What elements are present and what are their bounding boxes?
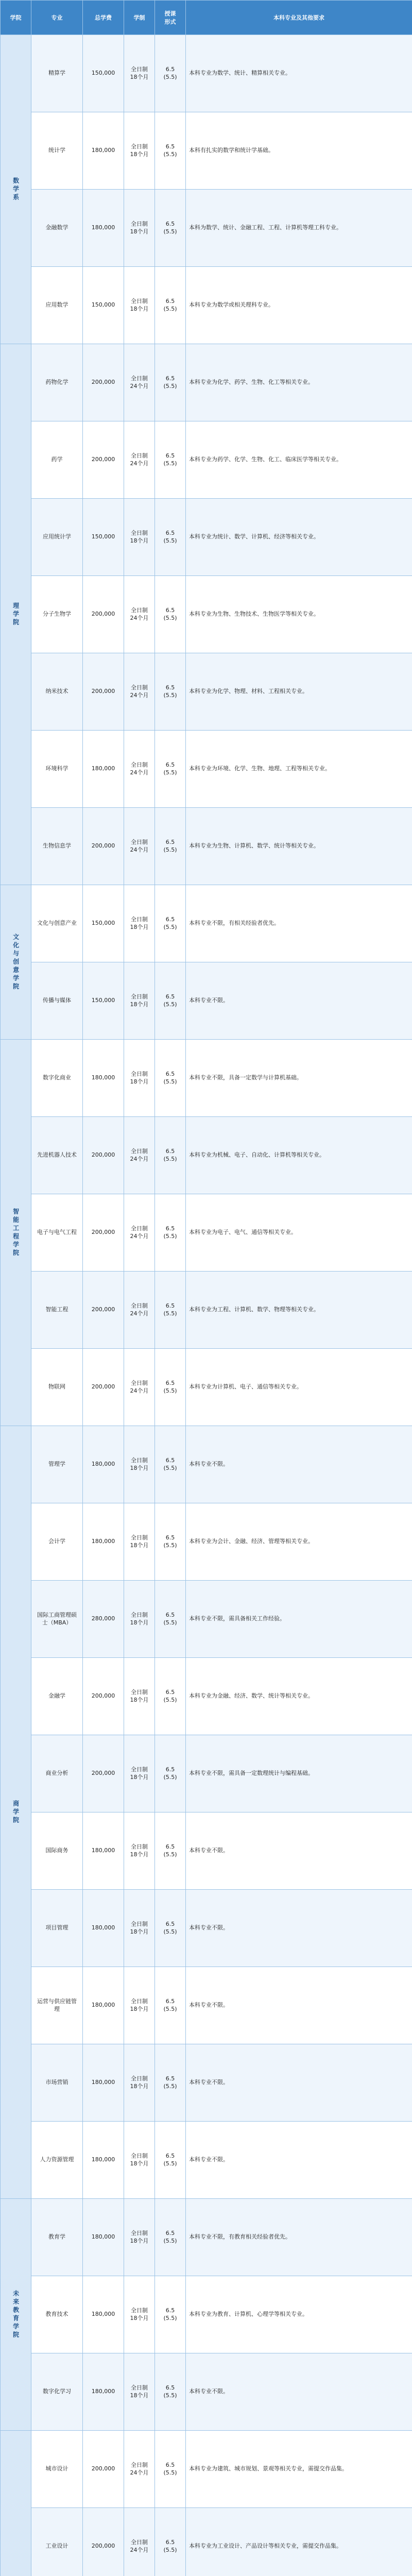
major-cell: 环境科学 xyxy=(31,731,83,808)
mode-cell: 全日制 18个月 xyxy=(124,112,155,190)
major-cell: 智能工程 xyxy=(31,1272,83,1349)
table-row xyxy=(1,1581,412,1658)
mode-cell: 全日制 18个月 xyxy=(124,1040,155,1117)
requirements-cell: 本科专业为会计、金融、经济、管理等相关专业。 xyxy=(186,1503,412,1581)
header-requirements: 本科专业及其他要求 xyxy=(186,1,412,35)
fee-cell: 180,000 xyxy=(83,1426,124,1503)
requirements-cell: 本科专业不限，有相关经验者优先。 xyxy=(186,885,412,962)
mode-cell: 全日制 18个月 xyxy=(124,2276,155,2353)
length-cell: 6.5 (5.5) xyxy=(155,576,186,653)
table-header-row xyxy=(1,1,412,35)
requirements-cell: 本科专业不限。 xyxy=(186,1890,412,1967)
school-cell: 未来教育学院 xyxy=(1,2199,31,2431)
mode-cell: 全日制 24个月 xyxy=(124,421,155,499)
length-cell: 6.5 (5.5) xyxy=(155,1890,186,1967)
length-cell: 6.5 (5.5) xyxy=(155,1426,186,1503)
mode-cell: 全日制 24个月 xyxy=(124,1117,155,1194)
mode-cell: 全日制 24个月 xyxy=(124,2431,155,2508)
table-row xyxy=(1,35,412,112)
mode-cell: 全日制 18个月 xyxy=(124,1967,155,2044)
major-cell: 项目管理 xyxy=(31,1890,83,1967)
major-cell: 工业设计 xyxy=(31,2508,83,2576)
length-cell: 6.5 (5.5) xyxy=(155,1735,186,1812)
major-cell: 运营与供应链管理 xyxy=(31,1967,83,2044)
header-fee: 总学费 xyxy=(83,1,124,35)
fee-cell: 150,000 xyxy=(83,35,124,112)
length-cell: 6.5 (5.5) xyxy=(155,2353,186,2431)
length-cell: 6.5 (5.5) xyxy=(155,2199,186,2276)
requirements-cell: 本科专业为计算机、电子、通信等相关专业。 xyxy=(186,1349,412,1426)
school-cell: 文化与创意学院 xyxy=(1,885,31,1040)
major-cell: 人力资源管理 xyxy=(31,2122,83,2199)
mode-cell: 全日制 18个月 xyxy=(124,2122,155,2199)
fee-cell: 180,000 xyxy=(83,1503,124,1581)
major-cell: 应用统计学 xyxy=(31,499,83,576)
length-cell: 6.5 (5.5) xyxy=(155,344,186,421)
requirements-cell: 本科专业不限。 xyxy=(186,2353,412,2431)
fee-cell: 200,000 xyxy=(83,421,124,499)
mode-cell: 全日制 24个月 xyxy=(124,1272,155,1349)
mode-cell: 全日制 18个月 xyxy=(124,267,155,344)
table-row xyxy=(1,1967,412,2044)
fee-cell: 180,000 xyxy=(83,2353,124,2431)
mode-cell: 全日制 18个月 xyxy=(124,190,155,267)
mode-cell: 全日制 18个月 xyxy=(124,1581,155,1658)
fee-cell: 180,000 xyxy=(83,731,124,808)
fee-cell: 200,000 xyxy=(83,1658,124,1735)
table-row xyxy=(1,112,412,190)
length-cell: 6.5 (5.5) xyxy=(155,421,186,499)
table-row xyxy=(1,1426,412,1503)
table-row xyxy=(1,808,412,885)
major-cell: 药物化学 xyxy=(31,344,83,421)
table-row xyxy=(1,2508,412,2576)
fee-cell: 180,000 xyxy=(83,112,124,190)
requirements-cell: 本科专业不限。 xyxy=(186,1812,412,1890)
fee-cell: 200,000 xyxy=(83,2508,124,2576)
requirements-cell: 本科专业不限，需具备相关工作经验。 xyxy=(186,1581,412,1658)
requirements-cell: 本科专业为数学、统计、精算相关专业。 xyxy=(186,35,412,112)
requirements-cell: 本科专业为统计、数学、计算机、经济等相关专业。 xyxy=(186,499,412,576)
school-cell xyxy=(1,2431,31,2576)
fee-cell: 200,000 xyxy=(83,344,124,421)
fee-cell: 180,000 xyxy=(83,1967,124,2044)
table-row xyxy=(1,190,412,267)
length-cell: 6.5 (5.5) xyxy=(155,1503,186,1581)
fee-cell: 150,000 xyxy=(83,962,124,1040)
length-cell: 6.5 (5.5) xyxy=(155,962,186,1040)
table-row xyxy=(1,421,412,499)
fee-cell: 180,000 xyxy=(83,1890,124,1967)
length-cell: 6.5 (5.5) xyxy=(155,653,186,731)
major-cell: 教育技术 xyxy=(31,2276,83,2353)
mode-cell: 全日制 18个月 xyxy=(124,1812,155,1890)
length-cell: 6.5 (5.5) xyxy=(155,499,186,576)
major-cell: 物联网 xyxy=(31,1349,83,1426)
mode-cell: 全日制 18个月 xyxy=(124,2353,155,2431)
fee-cell: 280,000 xyxy=(83,1581,124,1658)
header-major: 专业 xyxy=(31,1,83,35)
fee-cell: 200,000 xyxy=(83,1194,124,1272)
fee-cell: 200,000 xyxy=(83,1117,124,1194)
length-cell: 6.5 (5.5) xyxy=(155,1812,186,1890)
table-row xyxy=(1,267,412,344)
length-cell: 6.5 (5.5) xyxy=(155,267,186,344)
requirements-cell: 本科专业不限。 xyxy=(186,1426,412,1503)
mode-cell: 全日制 18个月 xyxy=(124,499,155,576)
length-cell: 6.5 (5.5) xyxy=(155,112,186,190)
length-cell: 6.5 (5.5) xyxy=(155,731,186,808)
school-cell: 商学院 xyxy=(1,1426,31,2199)
table-row xyxy=(1,2353,412,2431)
length-cell: 6.5 (5.5) xyxy=(155,1967,186,2044)
table-row xyxy=(1,1735,412,1812)
major-cell: 分子生物学 xyxy=(31,576,83,653)
length-cell: 6.5 (5.5) xyxy=(155,2508,186,2576)
major-cell: 金融学 xyxy=(31,1658,83,1735)
school-cell: 智能工程学院 xyxy=(1,1040,31,1426)
length-cell: 6.5 (5.5) xyxy=(155,1581,186,1658)
requirements-cell: 本科专业为化学、物理、材料、工程相关专业。 xyxy=(186,653,412,731)
mode-cell: 全日制 24个月 xyxy=(124,2508,155,2576)
mode-cell: 全日制 18个月 xyxy=(124,1426,155,1503)
school-cell: 理学院 xyxy=(1,344,31,885)
fee-cell: 200,000 xyxy=(83,1349,124,1426)
table-row xyxy=(1,1812,412,1890)
table-row xyxy=(1,2122,412,2199)
fee-cell: 180,000 xyxy=(83,2276,124,2353)
table-row xyxy=(1,499,412,576)
major-cell: 药学 xyxy=(31,421,83,499)
requirements-cell: 本科专业为工业设计、产品设计等相关专业，需提交作品集。 xyxy=(186,2508,412,2576)
length-cell: 6.5 (5.5) xyxy=(155,2276,186,2353)
mode-cell: 全日制 18个月 xyxy=(124,1658,155,1735)
table-row xyxy=(1,2431,412,2508)
major-cell: 教育学 xyxy=(31,2199,83,2276)
length-cell: 6.5 (5.5) xyxy=(155,2122,186,2199)
table-row xyxy=(1,1349,412,1426)
header-length: 授课 形式 xyxy=(155,1,186,35)
fee-cell: 200,000 xyxy=(83,2431,124,2508)
table-row xyxy=(1,1503,412,1581)
fee-cell: 200,000 xyxy=(83,1272,124,1349)
length-cell: 6.5 (5.5) xyxy=(155,2044,186,2122)
fee-cell: 180,000 xyxy=(83,1812,124,1890)
mode-cell: 全日制 24个月 xyxy=(124,1349,155,1426)
fee-cell: 180,000 xyxy=(83,2199,124,2276)
major-cell: 市场营销 xyxy=(31,2044,83,2122)
mode-cell: 全日制 24个月 xyxy=(124,344,155,421)
major-cell: 商业分析 xyxy=(31,1735,83,1812)
mode-cell: 全日制 18个月 xyxy=(124,885,155,962)
length-cell: 6.5 (5.5) xyxy=(155,808,186,885)
requirements-cell: 本科专业为教育、计算机、心理学等相关专业。 xyxy=(186,2276,412,2353)
table-row xyxy=(1,1658,412,1735)
fee-cell: 200,000 xyxy=(83,808,124,885)
major-cell: 电子与电气工程 xyxy=(31,1194,83,1272)
requirements-cell: 本科专业不限。 xyxy=(186,2044,412,2122)
table-row xyxy=(1,1040,412,1117)
table-row xyxy=(1,344,412,421)
requirements-cell: 本科专业为生物、生物技术、生物医学等相关专业。 xyxy=(186,576,412,653)
mode-cell: 全日制 18个月 xyxy=(124,1735,155,1812)
requirements-cell: 本科专业为药学、化学、生物、化工、临床医学等相关专业。 xyxy=(186,421,412,499)
fee-cell: 200,000 xyxy=(83,1735,124,1812)
requirements-cell: 本科专业为工程、计算机、数学、物理等相关专业。 xyxy=(186,1272,412,1349)
requirements-cell: 本科专业为金融、经济、数学、统计等相关专业。 xyxy=(186,1658,412,1735)
table-row xyxy=(1,576,412,653)
major-cell: 国际商务 xyxy=(31,1812,83,1890)
fee-cell: 150,000 xyxy=(83,267,124,344)
mode-cell: 全日制 18个月 xyxy=(124,1503,155,1581)
requirements-cell: 本科专业为环境、化学、生物、地理、工程等相关专业。 xyxy=(186,731,412,808)
table-row xyxy=(1,1890,412,1967)
major-cell: 应用数学 xyxy=(31,267,83,344)
requirements-cell: 本科专业不限。 xyxy=(186,2122,412,2199)
length-cell: 6.5 (5.5) xyxy=(155,2431,186,2508)
requirements-cell: 本科有扎实的数学和统计学基础。 xyxy=(186,112,412,190)
requirements-cell: 本科专业为数学或相关理科专业。 xyxy=(186,267,412,344)
length-cell: 6.5 (5.5) xyxy=(155,35,186,112)
requirements-cell: 本科专业为电子、电气、通信等相关专业。 xyxy=(186,1194,412,1272)
school-cell: 数学系 xyxy=(1,35,31,344)
major-cell: 传播与媒体 xyxy=(31,962,83,1040)
fee-cell: 200,000 xyxy=(83,576,124,653)
requirements-cell: 本科专业不限。 xyxy=(186,1967,412,2044)
requirements-cell: 本科专业为建筑、城市规划、景观等相关专业，需提交作品集。 xyxy=(186,2431,412,2508)
length-cell: 6.5 (5.5) xyxy=(155,1349,186,1426)
length-cell: 6.5 (5.5) xyxy=(155,885,186,962)
table-row xyxy=(1,2199,412,2276)
length-cell: 6.5 (5.5) xyxy=(155,1658,186,1735)
major-cell: 城市设计 xyxy=(31,2431,83,2508)
table-row xyxy=(1,2044,412,2122)
header-school: 学院 xyxy=(1,1,31,35)
length-cell: 6.5 (5.5) xyxy=(155,190,186,267)
table-row xyxy=(1,1272,412,1349)
fee-cell: 180,000 xyxy=(83,190,124,267)
mode-cell: 全日制 18个月 xyxy=(124,2199,155,2276)
table-row xyxy=(1,962,412,1040)
major-cell: 管理学 xyxy=(31,1426,83,1503)
length-cell: 6.5 (5.5) xyxy=(155,1117,186,1194)
requirements-cell: 本科专业不限，具备一定数学与计算机基础。 xyxy=(186,1040,412,1117)
table-row xyxy=(1,1117,412,1194)
fee-cell: 180,000 xyxy=(83,2044,124,2122)
requirements-cell: 本科专业为化学、药学、生物、化工等相关专业。 xyxy=(186,344,412,421)
table-row xyxy=(1,885,412,962)
length-cell: 6.5 (5.5) xyxy=(155,1040,186,1117)
fee-cell: 180,000 xyxy=(83,1040,124,1117)
fee-cell: 200,000 xyxy=(83,653,124,731)
major-cell: 文化与创意产业 xyxy=(31,885,83,962)
mode-cell: 全日制 18个月 xyxy=(124,1890,155,1967)
fee-cell: 150,000 xyxy=(83,885,124,962)
major-cell: 先进机器人技术 xyxy=(31,1117,83,1194)
requirements-cell: 本科专业为机械、电子、自动化、计算机等相关专业。 xyxy=(186,1117,412,1194)
fee-cell: 150,000 xyxy=(83,499,124,576)
mode-cell: 全日制 18个月 xyxy=(124,962,155,1040)
major-cell: 统计学 xyxy=(31,112,83,190)
major-cell: 金融数学 xyxy=(31,190,83,267)
mode-cell: 全日制 24个月 xyxy=(124,731,155,808)
mode-cell: 全日制 24个月 xyxy=(124,808,155,885)
requirements-cell: 本科专业为生物、计算机、数学、统计等相关专业。 xyxy=(186,808,412,885)
requirements-cell: 本科为数学、统计、金融工程、工程、计算机等理工科专业。 xyxy=(186,190,412,267)
length-cell: 6.5 (5.5) xyxy=(155,1194,186,1272)
table-body xyxy=(1,35,412,2576)
major-cell: 数字化学习 xyxy=(31,2353,83,2431)
length-cell: 6.5 (5.5) xyxy=(155,1272,186,1349)
header-mode: 学制 xyxy=(124,1,155,35)
major-cell: 会计学 xyxy=(31,1503,83,1581)
fee-cell: 180,000 xyxy=(83,2122,124,2199)
table-row xyxy=(1,1194,412,1272)
mode-cell: 全日制 24个月 xyxy=(124,653,155,731)
mode-cell: 全日制 18个月 xyxy=(124,2044,155,2122)
requirements-cell: 本科专业不限，有教育相关经验者优先。 xyxy=(186,2199,412,2276)
table-row xyxy=(1,653,412,731)
table-row xyxy=(1,2276,412,2353)
major-cell: 纳米技术 xyxy=(31,653,83,731)
major-cell: 国际工商管理硕士（MBA） xyxy=(31,1581,83,1658)
mode-cell: 全日制 18个月 xyxy=(124,35,155,112)
major-cell: 数字化商业 xyxy=(31,1040,83,1117)
major-cell: 生物信息学 xyxy=(31,808,83,885)
requirements-cell: 本科专业不限，需具备一定数理统计与编程基础。 xyxy=(186,1735,412,1812)
mode-cell: 全日制 24个月 xyxy=(124,576,155,653)
mode-cell: 全日制 24个月 xyxy=(124,1194,155,1272)
table-row xyxy=(1,731,412,808)
major-cell: 精算学 xyxy=(31,35,83,112)
requirements-cell: 本科专业不限。 xyxy=(186,962,412,1040)
